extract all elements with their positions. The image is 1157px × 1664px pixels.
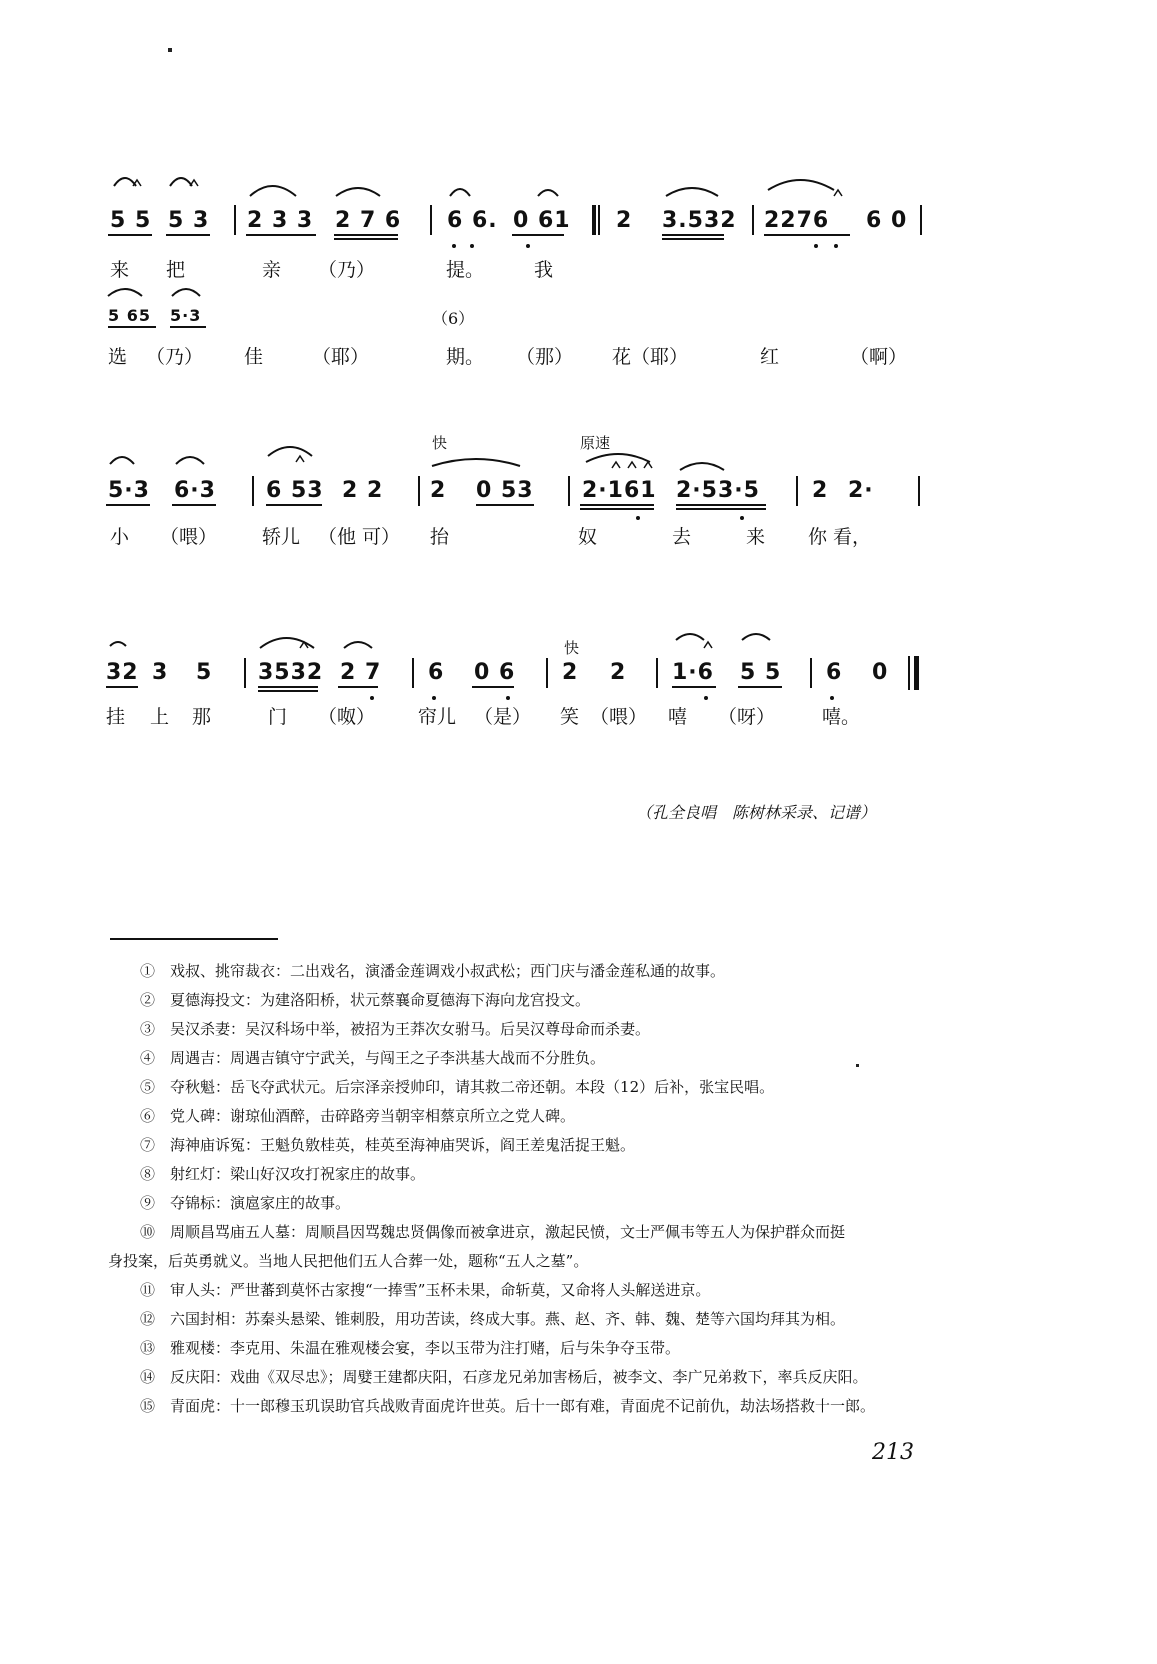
note-group: 2 (610, 660, 627, 685)
note-group: 2 (562, 660, 579, 685)
tempo-marking: 快 (564, 639, 580, 657)
note-group: 0 (872, 660, 889, 685)
footnote-item (140, 1076, 774, 1097)
footnote-mark: ⑥ (140, 1107, 156, 1125)
footnote-text: 周顺昌骂庙五人墓：周顺昌因骂魏忠贤偶像而被拿进京，激起民愤，文士严佩韦等五人为保护群众而挺 (170, 1223, 846, 1241)
note-group: 6·3 (174, 478, 216, 503)
footnote-item (108, 1250, 588, 1271)
lyric: （他 可） (318, 526, 401, 548)
footnote-mark: ⑦ (140, 1136, 156, 1154)
footnote-mark: ④ (140, 1049, 156, 1067)
footnote-item (140, 1308, 845, 1329)
footnote-item (140, 1047, 605, 1068)
footnote-text: 夺秋魁：岳飞夺武状元。后宗泽亲授帅印，请其救二帝还朝。本段（12）后补，张宝民唱。 (170, 1078, 775, 1096)
lyric: 嘻。 (822, 706, 861, 728)
note-group: 2 (616, 208, 633, 233)
footnote-text: 戏叔、挑帘裁衣：二出戏名，演潘金莲调戏小叔武松；西门庆与潘金莲私通的故事。 (170, 962, 726, 980)
lyric: 小 (110, 526, 130, 548)
note-group: 5·3 (170, 306, 202, 325)
lyric: （啊） (850, 346, 908, 368)
footnote-text: 射红灯：梁山好汉攻打祝家庄的故事。 (170, 1165, 426, 1183)
lyric: （那） (516, 346, 574, 368)
footnote-text: 吴汉杀妻：吴汉科场中举，被招为王莽次女驸马。后吴汉尊母命而杀妻。 (170, 1020, 651, 1038)
note-group: 2 3 3 (247, 208, 314, 233)
footnote-item (140, 1279, 710, 1300)
note-group: 2·161 (582, 478, 657, 503)
tempo-marking: 原速 (580, 434, 611, 452)
footnote-item (140, 1163, 425, 1184)
footnote-text: 夏德海投文：为建洛阳桥，状元蔡襄命夏德海下海向龙宫投文。 (170, 991, 591, 1009)
footnote-mark: ③ (140, 1020, 156, 1038)
note-group: 2 (430, 478, 447, 503)
lyric: 你 看， (808, 526, 872, 548)
stray-dot (856, 1064, 859, 1067)
note-group: 2276 (764, 208, 830, 233)
lyric: 嘻 (668, 706, 688, 728)
grace-note: （6） (432, 309, 475, 328)
footnote-text: 青面虎：十一郎穆玉玑误助官兵战败青面虎许世英。后十一郎有难，青面虎不记前仇，劫法场搭救十一郎。 (170, 1397, 876, 1415)
note-group: 2· (848, 478, 874, 503)
note-group: 6 53 (266, 478, 324, 503)
note-group: 5 (196, 660, 213, 685)
tempo-marking: 快 (432, 434, 448, 452)
footnote-mark: ① (140, 962, 156, 980)
lyric: 期。 (446, 346, 485, 368)
footnote-text: 六国封相：苏秦头悬梁、锥刺股，用功苦读，终成大事。燕、赵、齐、韩、魏、楚等六国均拜其为相。 (170, 1310, 846, 1328)
note-group: 6 (826, 660, 843, 685)
lyric: 帘儿 (418, 706, 457, 728)
note-group: 1·6 (672, 660, 714, 685)
note-group: 5·3 (108, 478, 150, 503)
lyric: 亲 (262, 259, 282, 281)
lyric: （喂） (590, 706, 648, 728)
footnote-mark: ⑨ (140, 1194, 156, 1212)
lyric: 我 (534, 259, 554, 281)
lyric: 提。 (446, 259, 485, 281)
lyric: 上 (150, 706, 170, 728)
note-group: 32 (106, 660, 139, 685)
note-group: 5 65 (108, 306, 151, 325)
lyric: 笑 (560, 706, 580, 728)
note-group: 2 7 (340, 660, 382, 685)
lyric: 选 (108, 346, 128, 368)
note-group: 2·53·5 (676, 478, 760, 503)
lyric: 门 (268, 706, 288, 728)
lyric: （呀） (718, 706, 776, 728)
footnote-mark: ⑫ (140, 1310, 156, 1328)
lyric: 抬 (430, 526, 450, 548)
footnote-mark: ⑬ (140, 1339, 156, 1357)
footnote-text: 雅观楼：李克用、朱温在雅观楼会宴，李以玉带为注打赌，后与朱争夺玉带。 (170, 1339, 681, 1357)
note-group: 2 (812, 478, 829, 503)
lyric: 奴 (578, 526, 598, 548)
lyric: 轿儿 (262, 526, 301, 548)
footnote-mark: ⑮ (140, 1397, 156, 1415)
note-group: 3 (152, 660, 169, 685)
lyric: 来 (746, 526, 766, 548)
note-group: 3.532 (662, 208, 737, 233)
note-group: 6 6. (447, 208, 498, 233)
footnote-mark: ⑤ (140, 1078, 156, 1096)
footnote-mark: ⑩ (140, 1223, 156, 1241)
footnote-mark: ⑧ (140, 1165, 156, 1183)
footnote-mark: ② (140, 991, 156, 1009)
footnote-item (140, 989, 590, 1010)
lyric: （乃） (146, 346, 204, 368)
footnote-text: 审人头：严世蕃到莫怀古家搜“一捧雪”玉杯未果，命斩莫，又命将人头解送进京。 (170, 1281, 711, 1299)
lyric: 佳 (244, 346, 264, 368)
note-group: 2 2 (342, 478, 384, 503)
footnote-mark: ⑭ (140, 1368, 156, 1386)
footnote-item (140, 1395, 875, 1416)
slur-overlay (0, 0, 1157, 760)
note-group: 5 5 (740, 660, 782, 685)
footnote-mark: ⑪ (140, 1281, 156, 1299)
lyric: （乃） (318, 259, 376, 281)
lyric: 那 (192, 706, 212, 728)
note-group: 0 6 (474, 660, 516, 685)
credit-line: （孔全良唱 陈树林采录、记谱） (636, 803, 877, 822)
lyric: （是） (474, 706, 532, 728)
footnote-item (140, 1134, 635, 1155)
lyric: 来 (110, 259, 130, 281)
lyric: 把 (166, 259, 186, 281)
footnote-text: 周遇吉：周遇吉镇守宁武关，与闯王之子李洪基大战而不分胜负。 (170, 1049, 606, 1067)
note-group: 6 (428, 660, 445, 685)
lyric: （喂） (160, 526, 218, 548)
footnote-item (140, 1018, 650, 1039)
lyric: （呶） (318, 706, 376, 728)
footnote-divider (110, 938, 278, 940)
lyric: 去 (672, 526, 692, 548)
note-group: 0 61 (513, 208, 571, 233)
note-group: 6 0 (866, 208, 908, 233)
footnote-text: 身投案，后英勇就义。当地人民把他们五人合葬一处，题称“五人之墓”。 (108, 1252, 589, 1270)
footnote-text: 海神庙诉冤：王魁负敫桂英，桂英至海神庙哭诉，阎王差鬼活捉王魁。 (170, 1136, 636, 1154)
note-group: 5 5 (110, 208, 152, 233)
footnote-text: 反庆阳：戏曲《双尽忠》；周嬖王建都庆阳，石彦龙兄弟加害杨后，被李文、李广兄弟救下，率兵反庆阳。 (170, 1368, 868, 1386)
note-group: 3532 (258, 660, 324, 685)
lyric: 挂 (106, 706, 126, 728)
footnote-item (140, 960, 725, 981)
page-number: 213 (872, 1440, 914, 1465)
footnote-text: 夺锦标：演扈家庄的故事。 (170, 1194, 351, 1212)
lyric: 花（耶） (612, 346, 689, 368)
footnote-item (140, 1366, 868, 1387)
lyric: （耶） (312, 346, 370, 368)
footnote-text: 党人碑：谢琼仙酒醉，击碎路旁当朝宰相蔡京所立之党人碑。 (170, 1107, 576, 1125)
footnote-item (140, 1192, 350, 1213)
note-group: 0 53 (476, 478, 534, 503)
note-group: 2 7 6 (335, 208, 402, 233)
footnote-item (140, 1105, 575, 1126)
footnote-item (140, 1221, 845, 1242)
note-group: 5 3 (168, 208, 210, 233)
footnote-item (140, 1337, 680, 1358)
lyric: 红 (760, 346, 780, 368)
